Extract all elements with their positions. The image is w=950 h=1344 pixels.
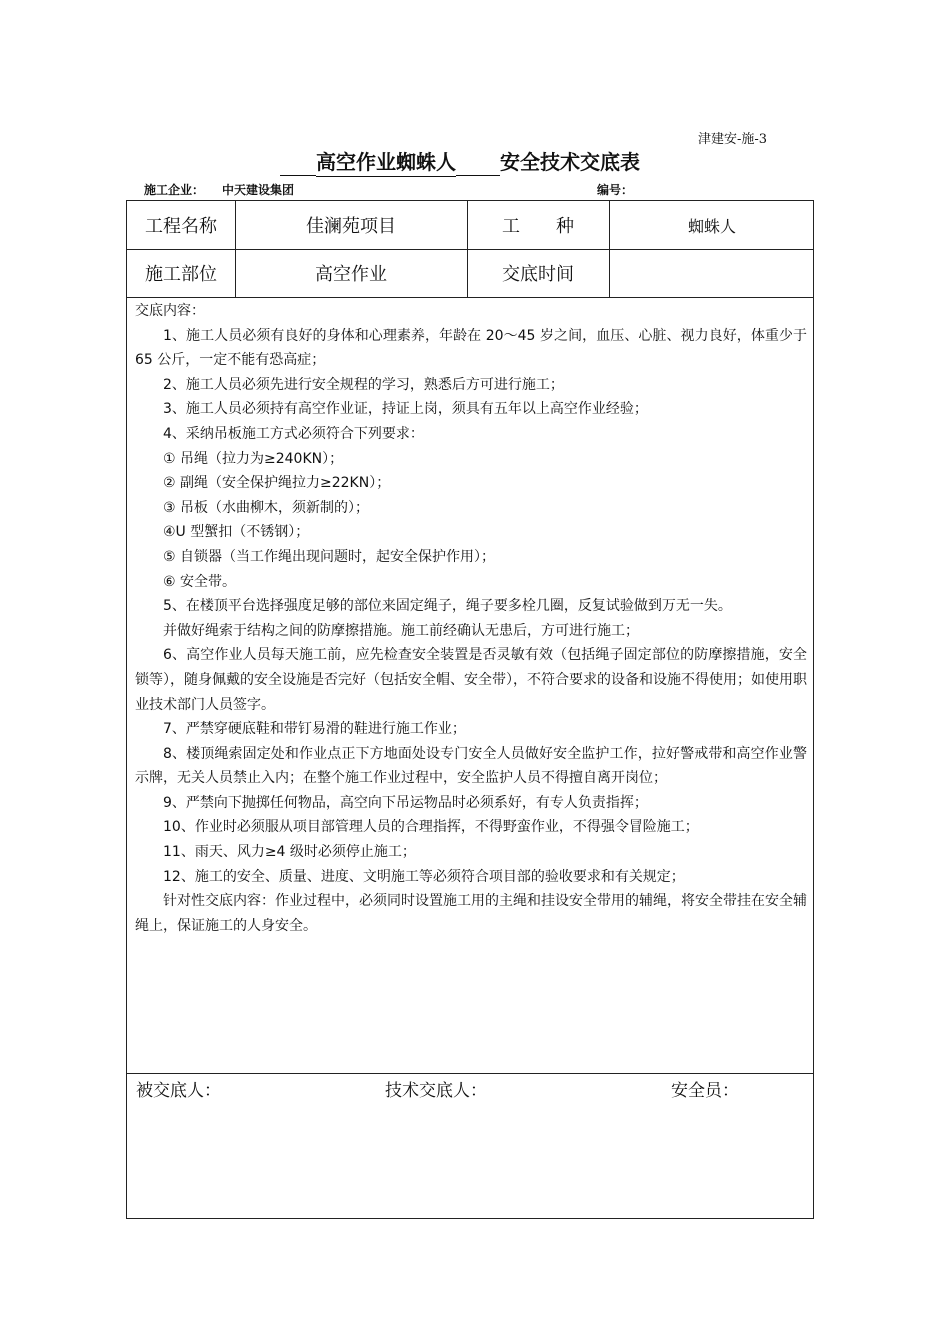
project-name-value: 佳澜苑项目 [306,216,396,237]
number-label: 编号： [597,183,634,197]
content-item: 12、施工的安全、质量、进度、文明施工等必须符合项目部的验收要求和有关规定； [163,868,685,885]
company-line [144,181,312,198]
location-value: 高空作业 [315,264,387,285]
content-heading: 交底内容： [135,303,205,319]
technical-signature-label: 技术交底人： [385,1081,487,1101]
signature-divider [127,1073,813,1074]
content-subitem: ⑤ 自锁器（当工作绳出现问题时，起安全保护作用）； [163,548,495,565]
form-code: 津建安-施-3 [698,132,768,147]
content-item: 8、楼顶绳索固定处和作业点正下方地面处设专门安全人员做好安全监护工作，拉好警戒带和高空作业警示牌，无关人员禁止入内；在整个施工作业过程中，安全监护人员不得擅自离开岗位； [135,745,807,787]
project-name-label: 工程名称 [145,216,217,237]
briefing-content [135,299,807,938]
content-subitem: ① 吊绳（拉力为≥240KN）； [163,450,344,467]
content-item: 5、在楼顶平台选择强度足够的部位来固定绳子，绳子要多栓几圈，反复试验做到万无一失。 [163,598,732,615]
row-divider-2 [127,297,813,298]
content-subitem: ③ 吊板（水曲柳木，须新制的）； [163,499,370,516]
briefing-time-value [609,249,815,297]
company-label: 施工企业： [144,183,205,197]
title-suffix: 安全技术交底表 [500,150,640,174]
content-item: 2、施工人员必须先进行安全规程的学习，熟悉后方可进行施工； [163,376,564,393]
safety-officer-signature-label: 安全员： [671,1081,739,1101]
content-subitem: ⑥ 安全带。 [163,573,237,590]
content-subitem: ② 副绳（安全保护绳拉力≥22KN）； [163,475,391,492]
content-item: 针对性交底内容：作业过程中，必须同时设置施工用的主绳和挂设安全带用的辅绳，将安全带挂在安全辅绳上，保证施工的人身安全。 [135,893,807,934]
work-type-label: 工 种 [502,216,574,237]
briefing-form [126,200,814,1219]
content-item: 1、施工人员必须有良好的身体和心理素养，年龄在 20～45 岁之间，血压、心脏、视力良好，体重少于 65 公斤，一定不能有恐高症； [135,327,807,369]
title-blank-right [456,150,500,176]
location-label: 施工部位 [145,264,217,285]
title-blank-left [280,150,316,176]
content-item: 10、作业时必须服从项目部管理人员的合理指挥，不得野蛮作业，不得强令冒险施工； [163,819,699,836]
content-item: 并做好绳索于结构之间的防摩擦措施。施工前经确认无患后，方可进行施工； [163,622,639,639]
recipient-signature-label: 被交底人： [136,1081,221,1101]
page-title [280,146,640,177]
content-subitem: ④U 型蟹扣（不锈钢）； [163,524,310,541]
content-item: 11、雨天、风力≥4 级时必须停止施工； [163,844,416,861]
company-value: 中天建设集团 [222,183,295,197]
content-item: 3、施工人员必须持有高空作业证，持证上岗，须具有五年以上高空作业经验； [163,401,648,418]
content-item: 9、严禁向下抛掷任何物品，高空向下吊运物品时必须系好，有专人负责指挥； [163,794,648,811]
title-subject: 高空作业蜘蛛人 [316,146,456,177]
content-item: 6、高空作业人员每天施工前，应先检查安全装置是否灵敏有效（包括绳子固定部位的防摩擦措施，安全锁等），随身佩戴的安全设施是否完好（包括安全帽、安全带），不符合要求的设备和设施不得使用；如使用职业技术部门人员签字。 [135,647,807,713]
content-item: 7、严禁穿硬底鞋和带钉易滑的鞋进行施工作业； [163,721,466,738]
content-item: 4、采纳吊板施工方式必须符合下列要求： [163,425,424,442]
work-type-value: 蜘蛛人 [687,216,736,236]
briefing-time-label: 交底时间 [502,264,574,285]
